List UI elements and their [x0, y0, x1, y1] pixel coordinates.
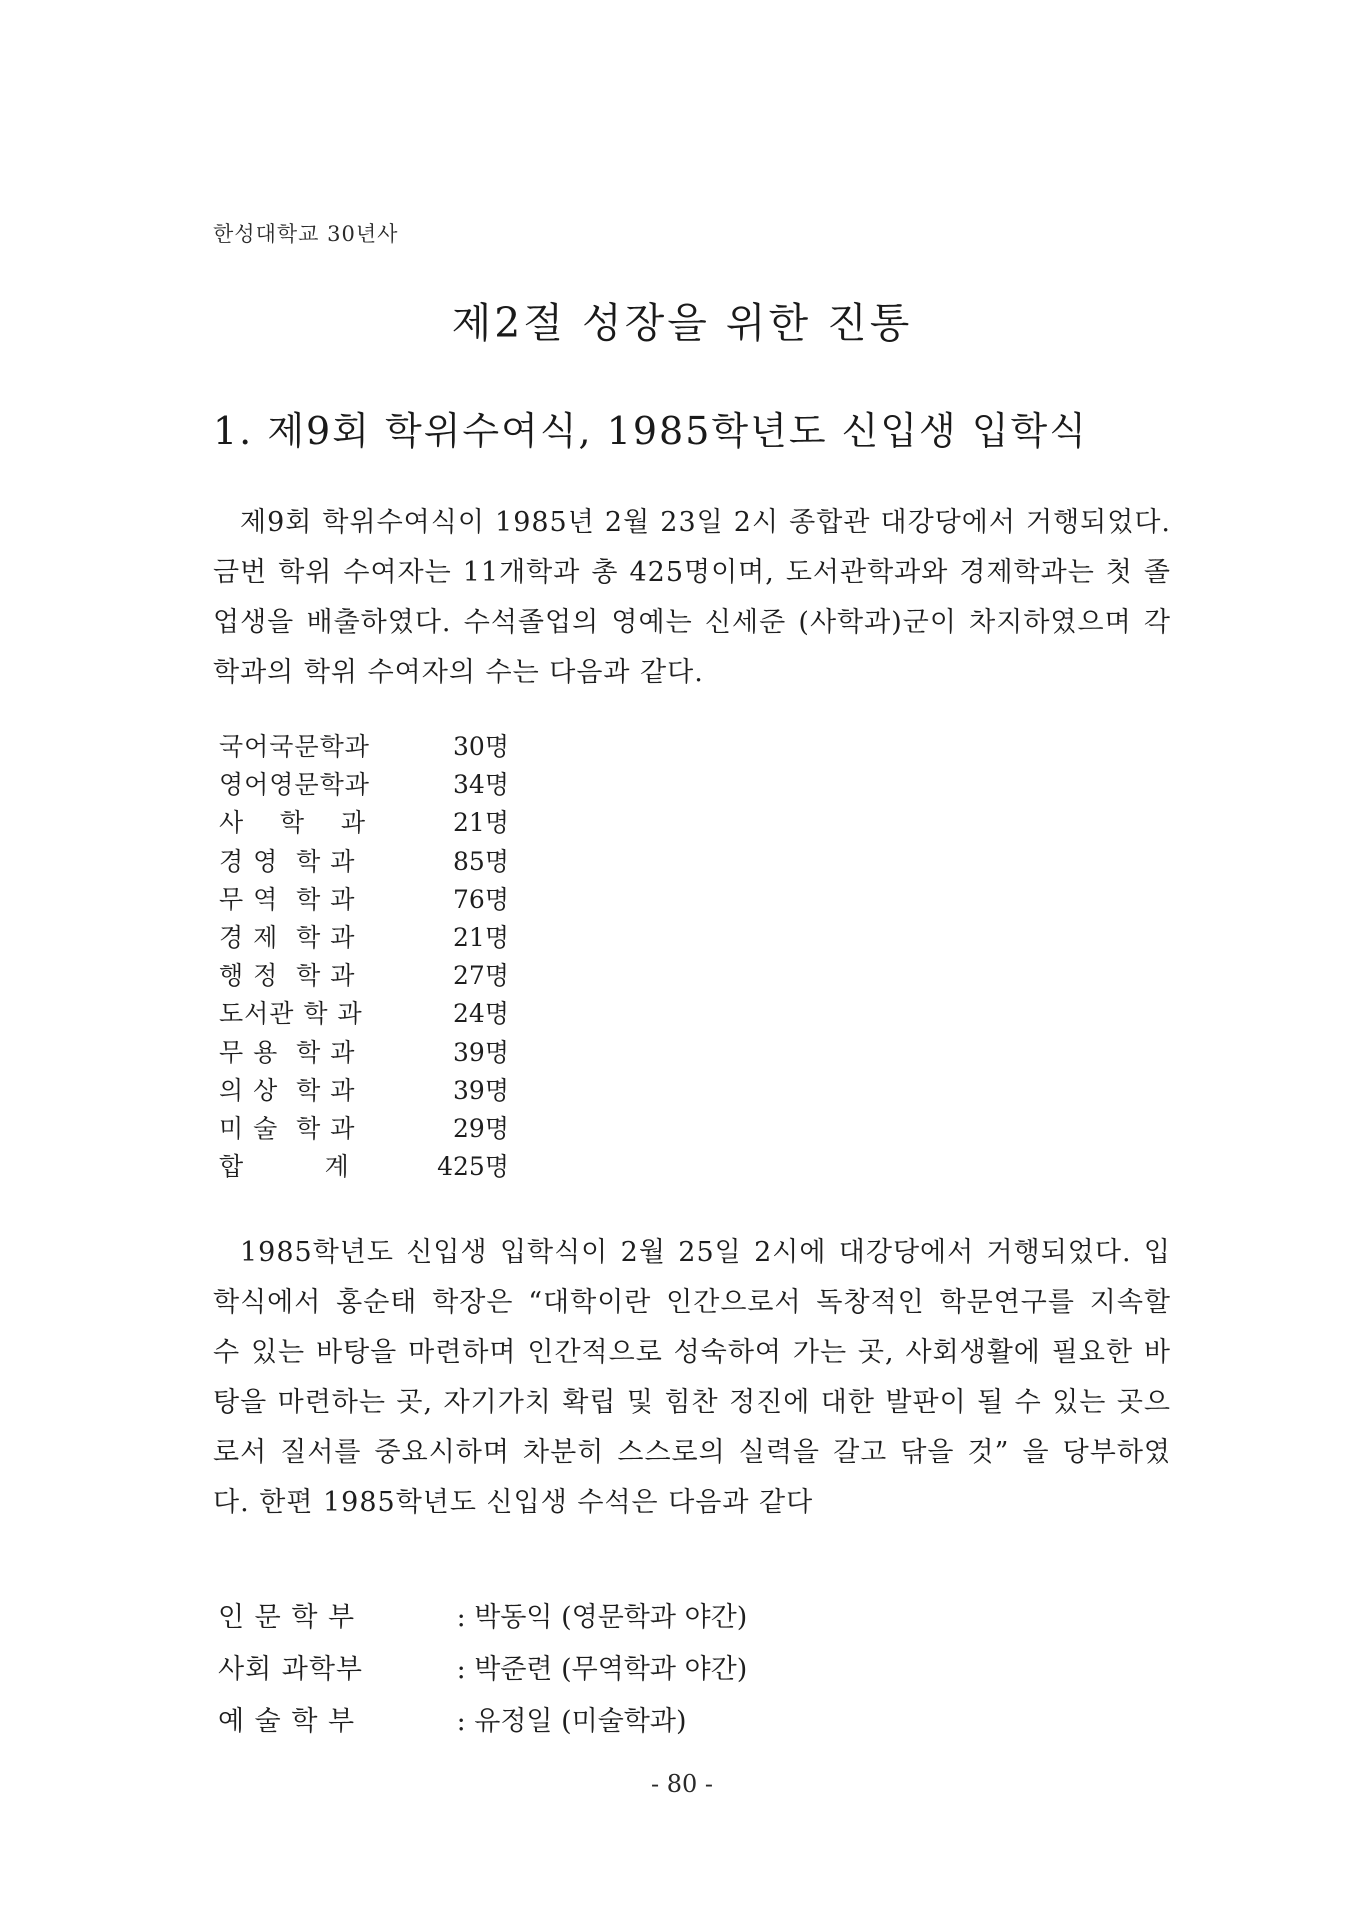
table-row	[219, 766, 509, 804]
graduate-count: 21명	[453, 923, 509, 953]
graduate-count: 24명	[453, 999, 509, 1029]
paragraph-entrance: 1985학년도 신입생 입학식이 2월 25일 2시에 대강당에서 거행되었다. 입학식에서 홍순태 학장은 “대학이란 인간으로서 독창적인 학문연구를 지속할 수 있는 바탕을 마련하며 인간적으로 성숙하여 가는 곳, 사회생활에 필요한 바탕을 마련하는 곳, 자기가치 확립 및 힘찬 정진에 대한 발판이 될 수 있는 곳으로서 질서를 중요시하며 차분히 스스로의 실력을 갈고 닦을 것” 을 당부하였다. 한편 1985학년도 신입생 수석은 다음과 같다	[213, 1237, 1171, 1518]
table-row	[219, 995, 509, 1033]
table-row	[219, 919, 509, 957]
paragraph-graduation: 제9회 학위수여식이 1985년 2월 23일 2시 종합관 대강당에서 거행되었다. 금번 학위 수여자는 11개학과 총 425명이며, 도서관학과와 경제학과는 첫 졸업생을 배출하였다. 수석졸업의 영예는 신세준 (사학과)군이 차지하였으며 각 학과의 학위 수여자의 수는 다음과 같다.	[213, 507, 1171, 688]
graduate-count: 30명	[453, 732, 509, 761]
table-row	[219, 804, 509, 842]
table-row	[219, 1110, 509, 1148]
graduate-count: 27명	[453, 961, 509, 991]
list-item	[218, 1696, 747, 1748]
table-row	[219, 957, 509, 995]
graduates-table	[219, 728, 509, 1186]
graduate-count: 425명	[437, 1152, 509, 1182]
subsection-title: 1. 제9회 학위수여식, 1985학년도 신입생 입학식	[213, 409, 1088, 453]
graduate-count: 39명	[453, 1075, 509, 1105]
college-name: 사회 과학부	[218, 1654, 363, 1685]
table-row	[219, 1072, 509, 1110]
graduate-count: 39명	[453, 1037, 509, 1067]
dept-name: 경 영 학 과	[219, 846, 356, 876]
dept-name: 무 용 학 과	[219, 1037, 356, 1067]
dept-name: 국어국문학과	[219, 732, 370, 761]
top-freshmen-list	[218, 1592, 747, 1748]
college-name: 인 문 학 부	[218, 1602, 356, 1633]
dept-name: 미 술 학 과	[219, 1114, 356, 1144]
dept-name: 경 제 학 과	[219, 923, 356, 953]
list-item	[218, 1592, 747, 1644]
dept-name: 의 상 학 과	[219, 1075, 356, 1105]
graduate-count: 29명	[453, 1114, 509, 1144]
list-item	[218, 1644, 747, 1696]
student-name: 박동익 (영문학과 야간)	[474, 1602, 748, 1633]
running-header: 한성대학교 30년사	[213, 222, 399, 246]
table-row	[219, 1148, 509, 1186]
separator: :	[448, 1602, 475, 1633]
table-row	[219, 728, 509, 766]
college-name: 예 술 학 부	[218, 1706, 356, 1737]
dept-name: 사 학 과	[219, 808, 367, 838]
dept-name: 영어영문학과	[219, 770, 370, 800]
graduate-count: 21명	[453, 808, 509, 838]
dept-name: 도서관 학 과	[219, 999, 363, 1029]
dept-name: 무 역 학 과	[219, 884, 356, 914]
student-name: 유정일 (미술학과)	[474, 1706, 687, 1737]
separator: :	[448, 1706, 475, 1737]
graduate-count: 76명	[453, 884, 509, 914]
graduate-count: 85명	[453, 846, 509, 876]
dept-name: 합 계	[219, 1152, 350, 1182]
table-row	[219, 881, 509, 919]
table-row	[219, 1034, 509, 1072]
dept-name: 행 정 학 과	[219, 961, 356, 991]
graduate-count: 34명	[453, 770, 509, 800]
separator: :	[448, 1654, 475, 1685]
section-title: 제2절 성장을 위한 진통	[451, 299, 913, 347]
page-number: - 80 -	[650, 1770, 713, 1798]
student-name: 박준련 (무역학과 야간)	[474, 1654, 748, 1685]
table-row	[219, 843, 509, 881]
